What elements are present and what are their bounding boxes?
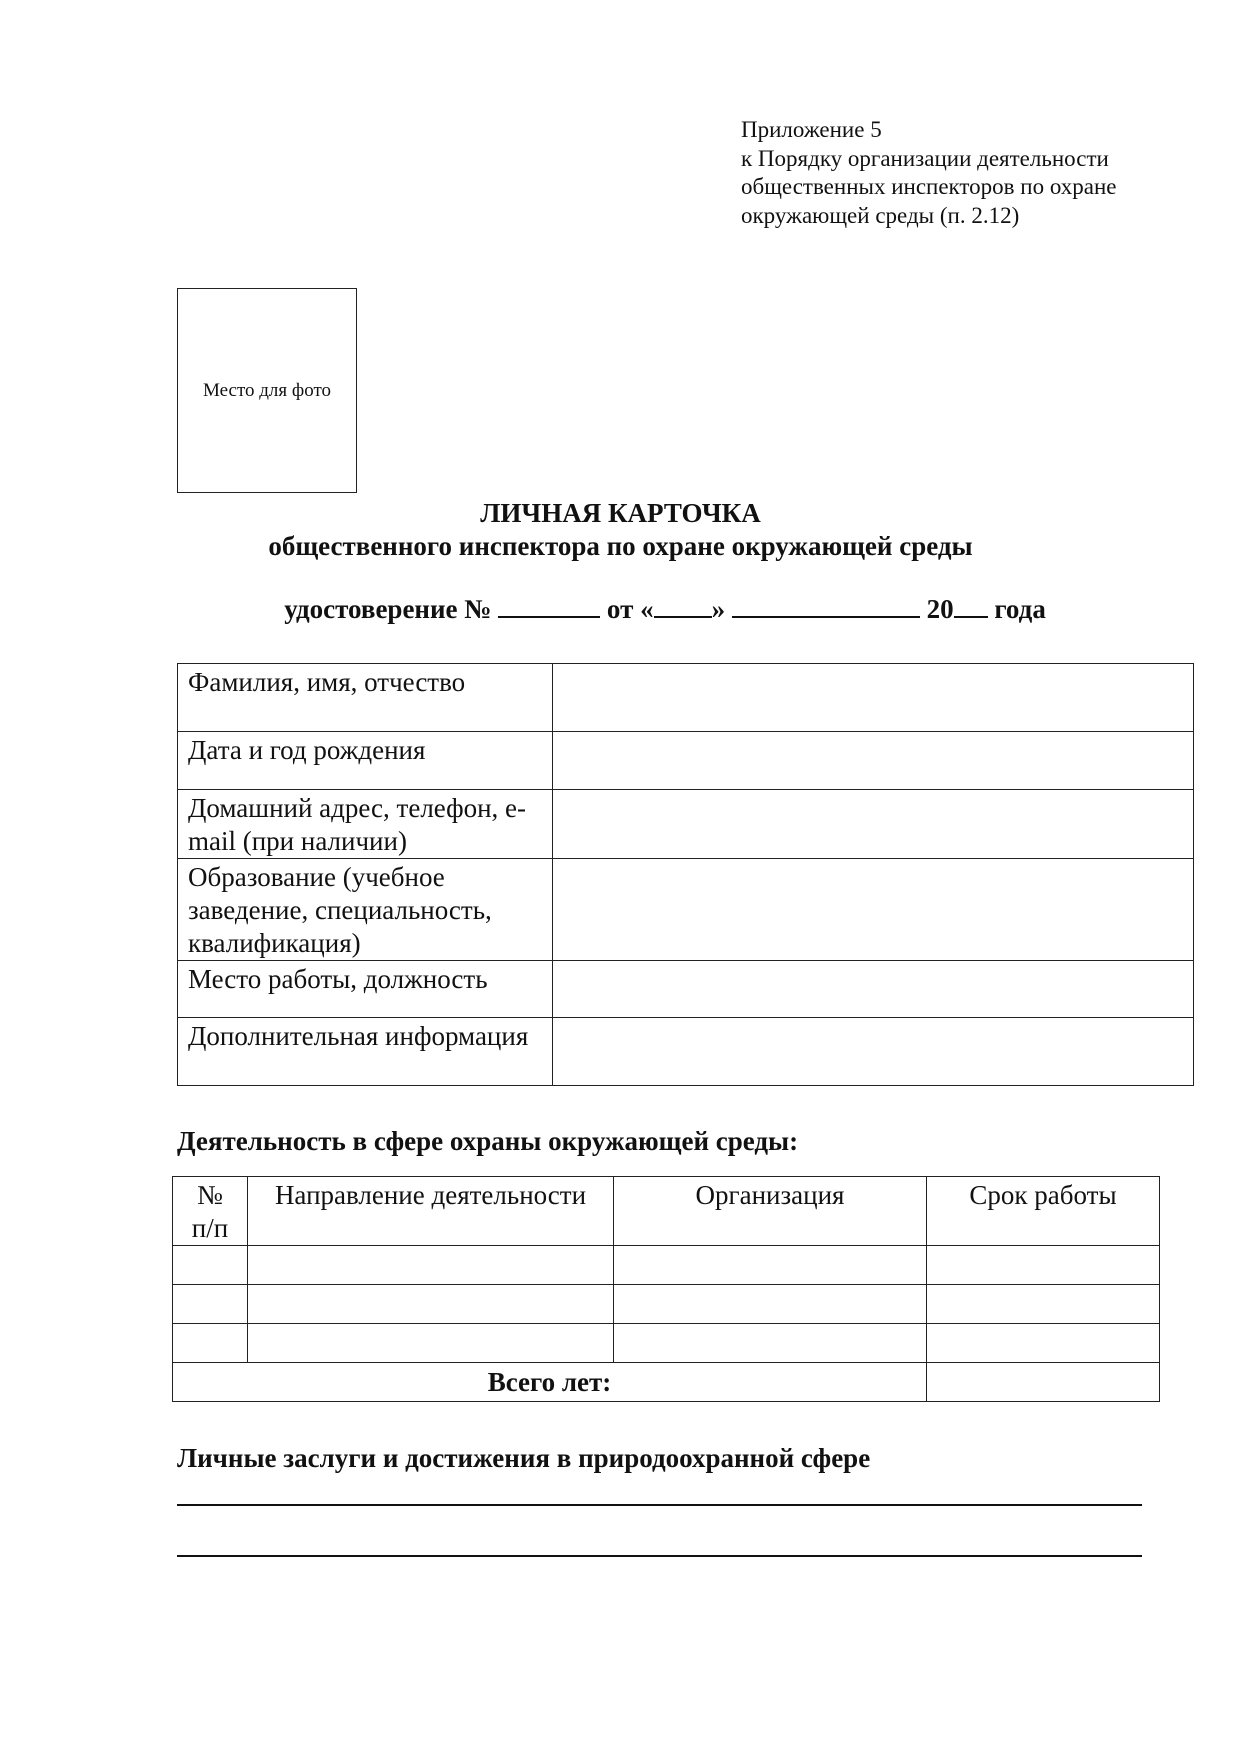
personal-info-table [177,663,1194,1086]
photo-placeholder-label: Место для фото [202,379,332,401]
table-row [173,1324,1160,1363]
appendix-note [741,116,1117,230]
merits-line[interactable] [177,1504,1142,1506]
info-value-cell[interactable] [553,859,1194,961]
table-row [173,1177,1160,1246]
table-cell[interactable] [614,1246,927,1285]
info-value-cell[interactable] [553,664,1194,732]
table-cell[interactable] [614,1285,927,1324]
info-label: Дата и год рождения [178,732,553,790]
header-number-line1: № [197,1180,223,1210]
appendix-line: к Порядку организации деятельности [741,145,1109,171]
table-row [178,732,1194,790]
merits-heading: Личные заслуги и достижения в природоохранной сфере [177,1443,871,1473]
header-number [173,1177,248,1246]
table-row [173,1285,1160,1324]
total-years-cell[interactable] [927,1363,1160,1402]
total-years-label: Всего лет: [173,1363,927,1402]
table-cell[interactable] [927,1324,1160,1363]
header-direction: Направление деятельности [248,1177,614,1246]
certificate-year-prefix: 20 [926,594,954,624]
table-row [178,664,1194,732]
header-term: Срок работы [927,1177,1160,1246]
table-row [178,1018,1194,1086]
info-label: Образование (учебное заведение, специальность, квалификация) [178,859,553,961]
certificate-close-quote: » [711,594,726,624]
info-value-cell[interactable] [553,732,1194,790]
table-cell[interactable] [927,1246,1160,1285]
table-cell[interactable] [927,1285,1160,1324]
info-label: Место работы, должность [178,961,553,1018]
info-value-cell[interactable] [553,961,1194,1018]
info-label: Домашний адрес, телефон, e-mail (при наличии) [178,790,553,859]
info-value-cell[interactable] [553,1018,1194,1086]
table-cell[interactable] [248,1324,614,1363]
table-row [173,1246,1160,1285]
activity-heading: Деятельность в сфере охраны окружающей среды: [177,1126,799,1156]
table-cell[interactable] [248,1246,614,1285]
activity-table [172,1176,1160,1402]
table-row [173,1363,1160,1402]
appendix-line: окружающей среды (п. 2.12) [741,202,1020,228]
header-organization: Организация [614,1177,927,1246]
photo-placeholder [177,288,357,493]
certificate-prefix: удостоверение № [284,594,492,624]
table-row [178,859,1194,961]
table-cell[interactable] [173,1324,248,1363]
certificate-day-field[interactable] [654,594,712,618]
certificate-line [0,594,1241,625]
info-label: Фамилия, имя, отчество [178,664,553,732]
info-value-cell[interactable] [553,790,1194,859]
table-cell[interactable] [173,1285,248,1324]
appendix-line: Приложение 5 [741,117,882,142]
document-title: ЛИЧНАЯ КАРТОЧКА [480,498,761,528]
certificate-number-field[interactable] [498,594,600,618]
certificate-month-field[interactable] [732,594,920,618]
table-cell[interactable] [614,1324,927,1363]
document-subtitle: общественного инспектора по охране окружающей среды [268,531,973,561]
table-row [178,961,1194,1018]
certificate-year-field[interactable] [954,594,988,618]
certificate-year-suffix: года [994,594,1046,624]
merits-line[interactable] [177,1555,1142,1557]
header-number-line2: п/п [191,1213,229,1243]
table-cell[interactable] [173,1246,248,1285]
table-cell[interactable] [248,1285,614,1324]
info-label: Дополнительная информация [178,1018,553,1086]
certificate-from: от « [606,594,654,624]
appendix-line: общественных инспекторов по охране [741,174,1117,199]
table-row [178,790,1194,859]
